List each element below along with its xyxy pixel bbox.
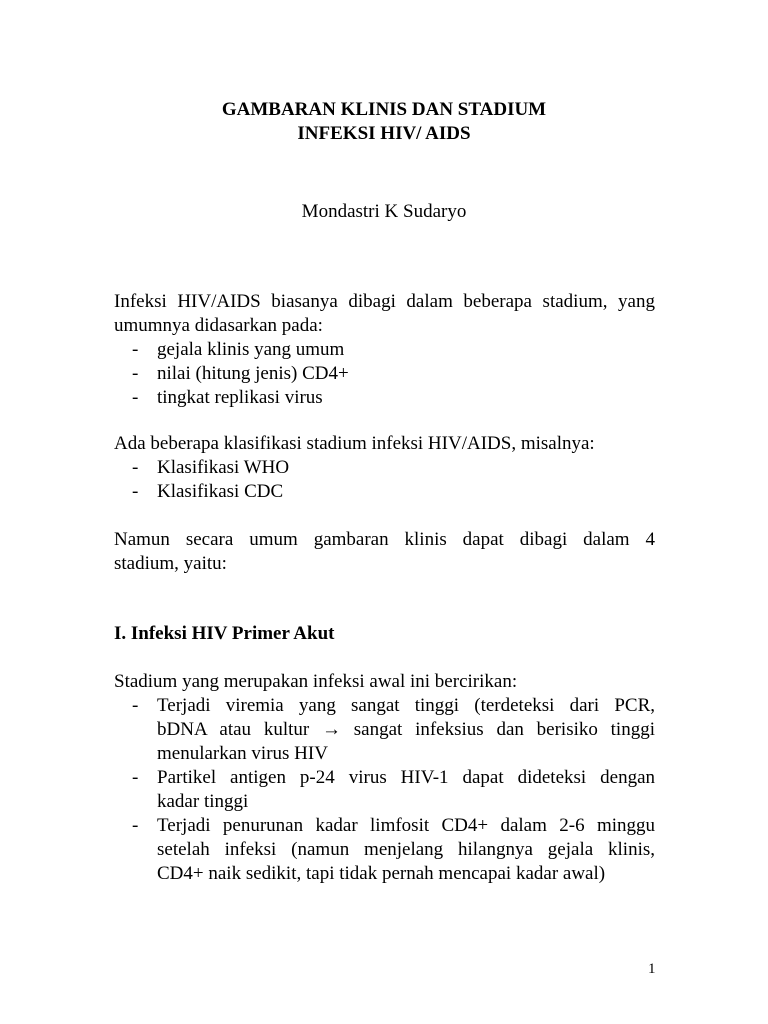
list-item-text: nilai (hitung jenis) CD4+: [157, 363, 349, 384]
document-title-line-2: INFEKSI HIV/ AIDS: [297, 123, 471, 144]
list-item-line-1: Partikel antigen p-24 virus HIV-1 dapat dideteksi dengan: [157, 767, 655, 788]
list-item-text: tingkat replikasi virus: [157, 387, 323, 408]
list-item-text: gejala klinis yang umum: [157, 339, 345, 360]
list-item-text: Klasifikasi WHO: [157, 457, 290, 478]
author-name: Mondastri K Sudaryo: [301, 201, 467, 222]
classification-bullet-list: [132, 456, 655, 504]
list-item-line-3: menularkan virus HIV: [157, 743, 328, 764]
bullet-dash: -: [132, 457, 139, 478]
list-item-line-2: setelah infeksi (namun menjelang hilangnya gejala klinis,: [157, 839, 655, 860]
classification-paragraph: [114, 432, 655, 456]
intro-line-1: Infeksi HIV/AIDS biasanya dibagi dalam beberapa stadium, yang: [114, 291, 655, 312]
list-item: [132, 386, 655, 410]
list-item-line-1: Terjadi penurunan kadar limfosit CD4+ dalam 2-6 minggu: [157, 815, 655, 836]
section-bullet-list: [132, 694, 655, 886]
bullet-dash: -: [132, 695, 139, 716]
intro-line-2: umumnya didasarkan pada:: [114, 315, 323, 336]
list-item: [132, 814, 655, 886]
list-item: [132, 338, 655, 362]
bullet-dash: -: [132, 387, 139, 408]
list-item: [132, 480, 655, 504]
general-line-2: stadium, yaitu:: [114, 553, 227, 574]
list-item: [132, 766, 655, 814]
intro-paragraph: [114, 290, 655, 338]
section-heading: I. Infeksi HIV Primer Akut: [114, 623, 335, 644]
list-item: [132, 694, 655, 766]
list-item: [132, 362, 655, 386]
document-title-line-1: GAMBARAN KLINIS DAN STADIUM: [221, 99, 547, 120]
classification-line-1: Ada beberapa klasifikasi stadium infeksi HIV/AIDS, misalnya:: [114, 433, 595, 454]
list-item: [132, 456, 655, 480]
general-line-1: Namun secara umum gambaran klinis dapat dibagi dalam 4: [114, 529, 655, 550]
bullet-dash: -: [132, 363, 139, 384]
section-intro-line: Stadium yang merupakan infeksi awal ini bercirikan:: [114, 671, 518, 692]
page-number: 1: [648, 961, 656, 977]
bullet-dash: -: [132, 339, 139, 360]
list-item-line-1: Terjadi viremia yang sangat tinggi (terdeteksi dari PCR,: [157, 695, 655, 716]
general-paragraph: [114, 528, 655, 576]
list-item-text: Klasifikasi CDC: [157, 481, 284, 502]
bullet-dash: -: [132, 815, 139, 836]
list-item-line-2: kadar tinggi: [157, 791, 249, 812]
intro-bullet-list: [132, 338, 655, 410]
list-item-line-3: CD4+ naik sedikit, tapi tidak pernah mencapai kadar awal): [157, 863, 606, 884]
section-intro-paragraph: [114, 670, 655, 694]
list-item-line-2: bDNA atau kultur → sangat infeksius dan berisiko tinggi: [157, 719, 655, 740]
bullet-dash: -: [132, 767, 139, 788]
bullet-dash: -: [132, 481, 139, 502]
